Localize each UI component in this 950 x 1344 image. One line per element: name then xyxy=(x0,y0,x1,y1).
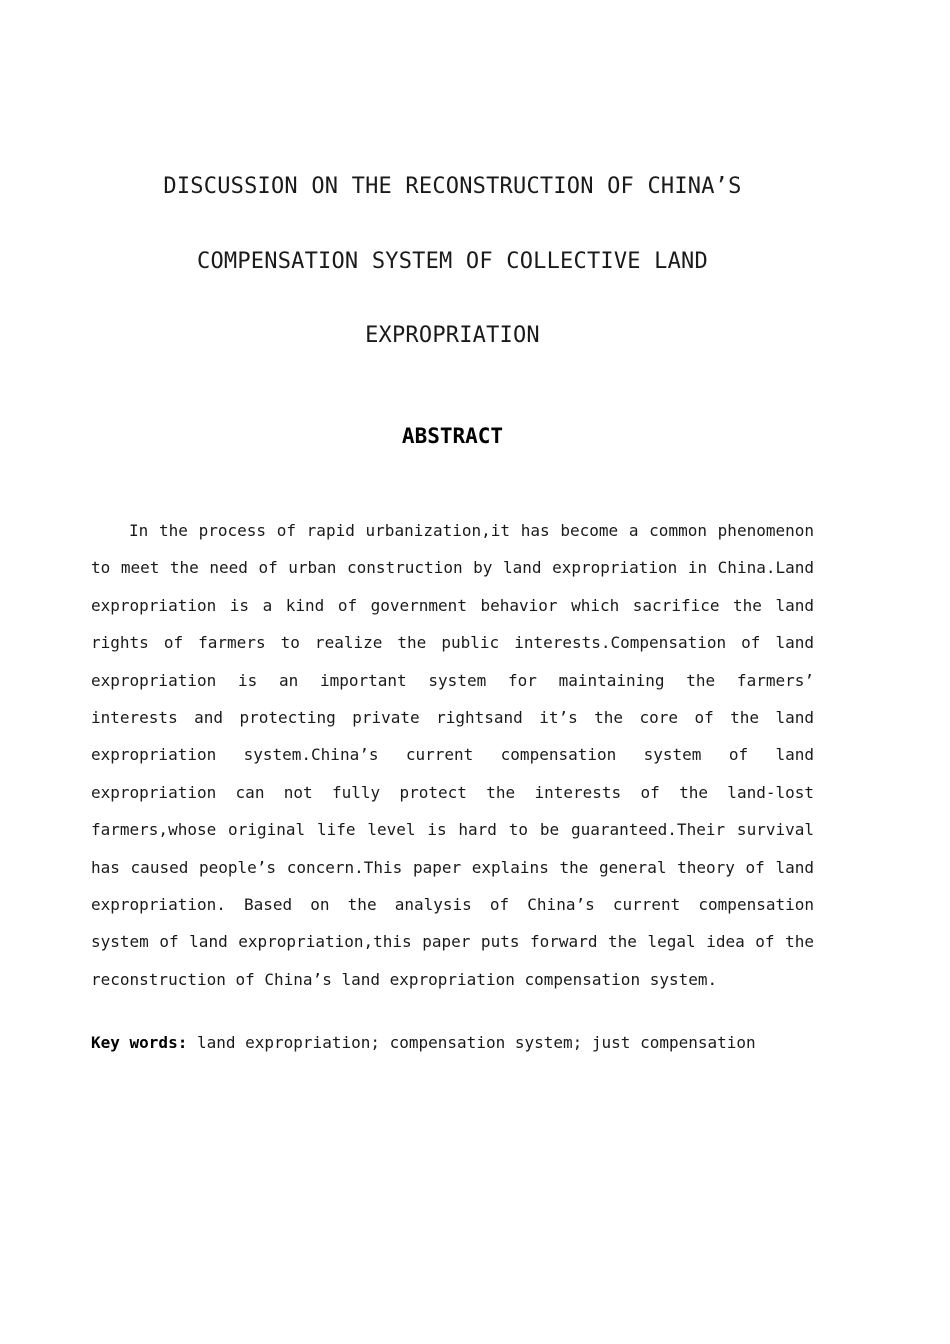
keywords-text: land expropriation; compensation system; just compensation xyxy=(187,1033,756,1052)
abstract-heading: ABSTRACT xyxy=(401,424,504,448)
abstract-line: expropriation can not fully protect the interests of the land-lost xyxy=(91,782,814,802)
title-line-3: EXPROPRIATION xyxy=(365,323,540,348)
abstract-line: expropriation system.China’s current compensation system of land xyxy=(91,745,814,765)
abstract-line: expropriation is a kind of government behavior which sacrifice the land xyxy=(91,595,814,615)
keywords-line xyxy=(91,1033,756,1052)
abstract-line: has caused people’s concern.This paper explains the general theory of land xyxy=(91,857,814,877)
abstract-line: rights of farmers to realize the public interests.Compensation of land xyxy=(91,633,814,653)
abstract-line: In the process of rapid urbanization,it has become a common phenomenon xyxy=(129,521,814,540)
abstract-line: farmers,whose original life level is hard to be guaranteed.Their survival xyxy=(91,820,814,840)
abstract-line: expropriation. Based on the analysis of China’s current compensation xyxy=(91,894,814,914)
keywords-label: Key words: xyxy=(91,1033,188,1052)
abstract-line: to meet the need of urban construction by land expropriation in China.Land xyxy=(91,558,814,578)
abstract-line: interests and protecting private rightsand it’s the core of the land xyxy=(91,707,814,727)
abstract-body xyxy=(91,512,814,998)
abstract-line: expropriation is an important system for maintaining the farmers’ xyxy=(91,670,814,690)
abstract-line: reconstruction of China’s land expropriation compensation system. xyxy=(91,969,718,989)
abstract-line: system of land expropriation,this paper puts forward the legal idea of the xyxy=(91,932,814,952)
title-line-1: DISCUSSION ON THE RECONSTRUCTION OF CHINA’S xyxy=(163,174,742,199)
title-line-2: COMPENSATION SYSTEM OF COLLECTIVE LAND xyxy=(197,249,708,274)
